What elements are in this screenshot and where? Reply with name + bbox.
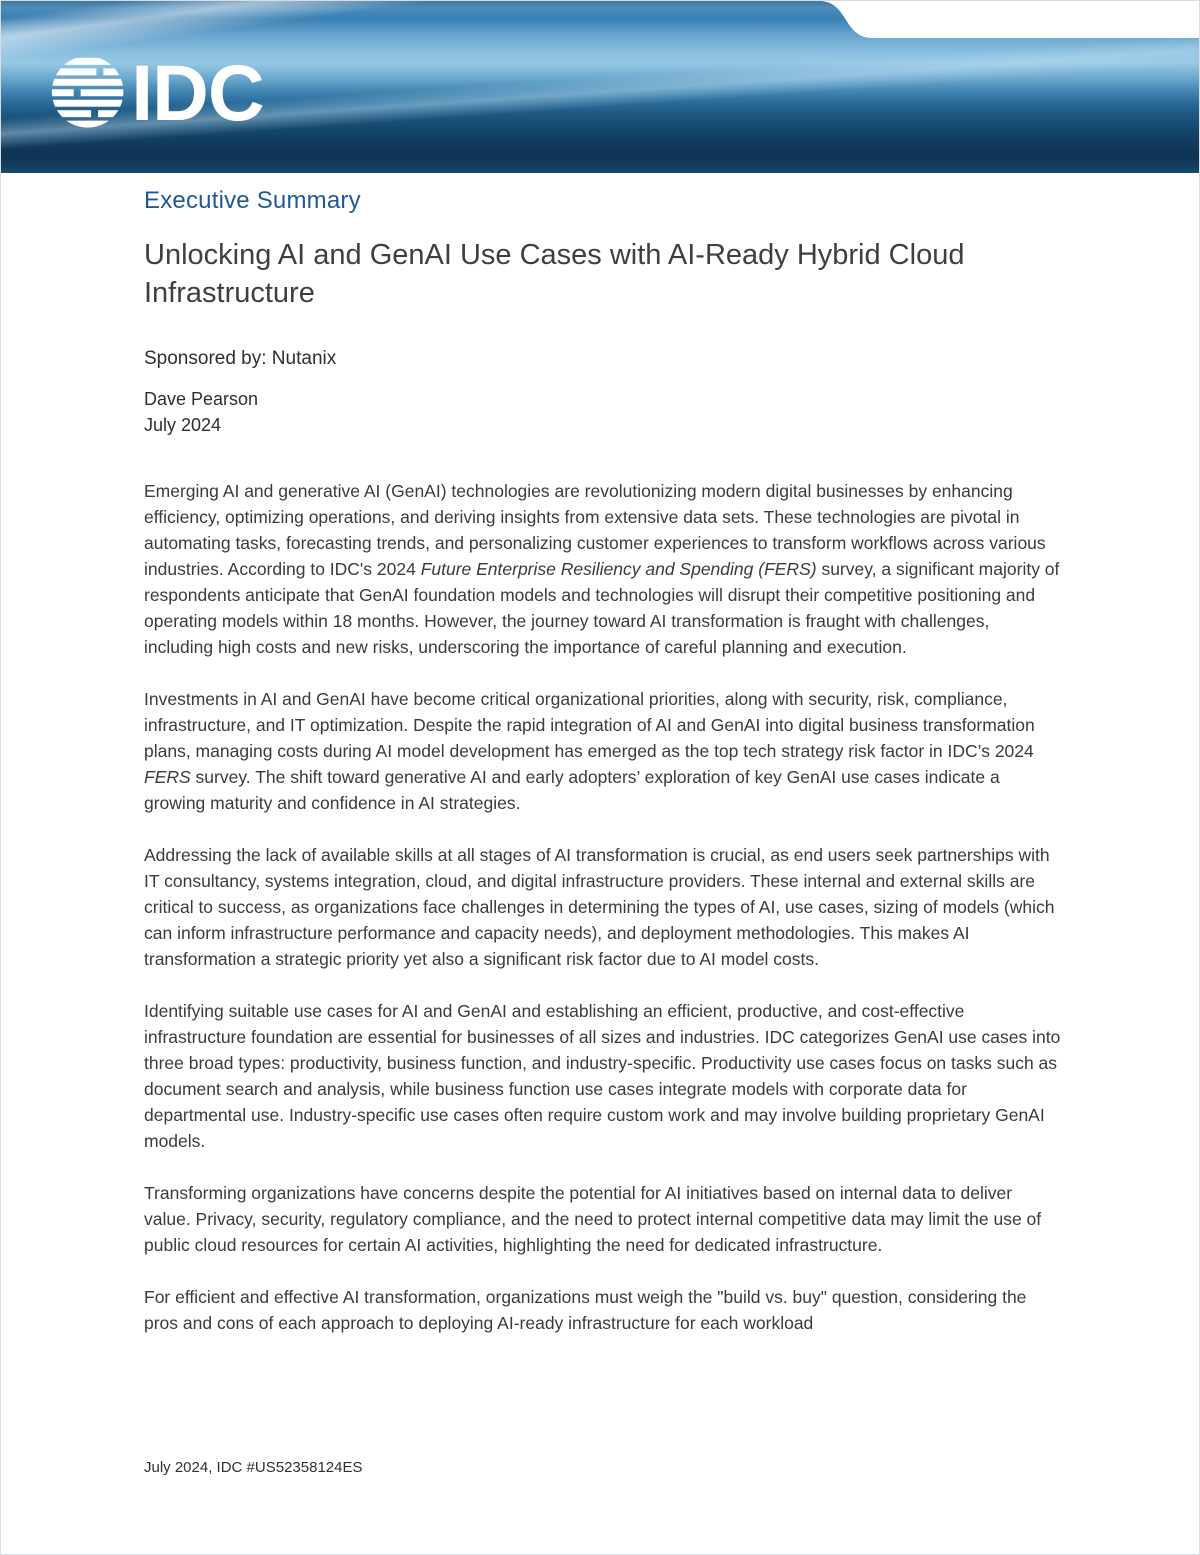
header-banner <box>1 1 1199 173</box>
footer-doc-id: July 2024, IDC #US52358124ES <box>144 1459 363 1476</box>
idc-logo <box>51 47 269 135</box>
body-paragraph-3: Addressing the lack of available skills at all stages of AI transformation is crucial, as end users seek partnerships with IT consultancy, systems integration, cloud, and digital infrastructure providers. These internal and external skills are critical to success, as organizations face challenges in determining the types of AI, use cases, sizing of models (which can inform infrastructure performance and capacity needs), and deployment methodologies. This makes AI transformation a strategic priority yet also a significant risk factor due to AI model costs. <box>144 845 1055 970</box>
body-paragraph-5: Transforming organizations have concerns despite the potential for AI initiatives based on internal data to deliver value. Privacy, security, regulatory compliance, and the need to protect internal competitive data may limit the use of public cloud resources for certain AI activities, highlighting the need for dedicated infrastructure. <box>144 1183 1042 1256</box>
body-paragraphs <box>144 478 1061 1336</box>
document-body <box>1 187 1199 1336</box>
page-title: Unlocking AI and GenAI Use Cases with AI-Ready Hybrid Cloud Infrastructure <box>144 239 965 309</box>
byline-block <box>144 386 1061 438</box>
sponsor-line: Sponsored by: Nutanix <box>144 348 337 370</box>
section-kicker: Executive Summary <box>144 187 361 214</box>
body-paragraph-1: Emerging AI and generative AI (GenAI) technologies are revolutionizing modern digital businesses by enhancing efficiency, optimizing operations, and deriving insights from extensive data sets. These technologies are pivotal in automating tasks, forecasting trends, and personalizing customer experiences to transform workflows across various industries. According to IDC's 2024 Future Enterprise Resiliency and Spending (FERS) survey, a significant majority of respondents anticipate that GenAI foundation models and technologies will disrupt their competitive positioning and operating models within 18 months. However, the journey toward AI transformation is fraught with challenges, including high costs and new risks, underscoring the importance of careful planning and execution. <box>144 481 1060 658</box>
idc-globe-icon <box>51 58 124 128</box>
author-name: Dave Pearson <box>144 389 259 410</box>
body-paragraph-4: Identifying suitable use cases for AI and GenAI and establishing an efficient, productive, and cost-effective infrastructure foundation are essential for businesses of all sizes and industries. IDC categorizes GenAI use cases into three broad types: productivity, business function, and industry-specific. Productivity use cases focus on tasks such as document search and analysis, while business function use cases integrate models with corporate data for departmental use. Industry-specific use cases often require custom work and may involve building proprietary GenAI models. <box>144 1001 1061 1152</box>
idc-wordmark: IDC <box>131 48 264 135</box>
body-paragraph-2: Investments in AI and GenAI have become critical organizational priorities, along with security, risk, compliance, infrastructure, and IT optimization. Despite the rapid integration of AI and GenAI into digital business transformation plans, managing costs during AI model development has emerged as the top tech strategy risk factor in IDC’s 2024 FERS survey. The shift toward generative AI and early adopters’ exploration of key GenAI use cases indicate a growing maturity and confidence in AI strategies. <box>144 689 1035 814</box>
banner-notch-shape <box>809 1 1199 39</box>
body-paragraph-6: For efficient and effective AI transformation, organizations must weigh the "build vs. buy" question, considering the pros and cons of each approach to deploying AI-ready infrastructure for each workload <box>144 1287 1027 1334</box>
publication-date: July 2024 <box>144 415 222 436</box>
